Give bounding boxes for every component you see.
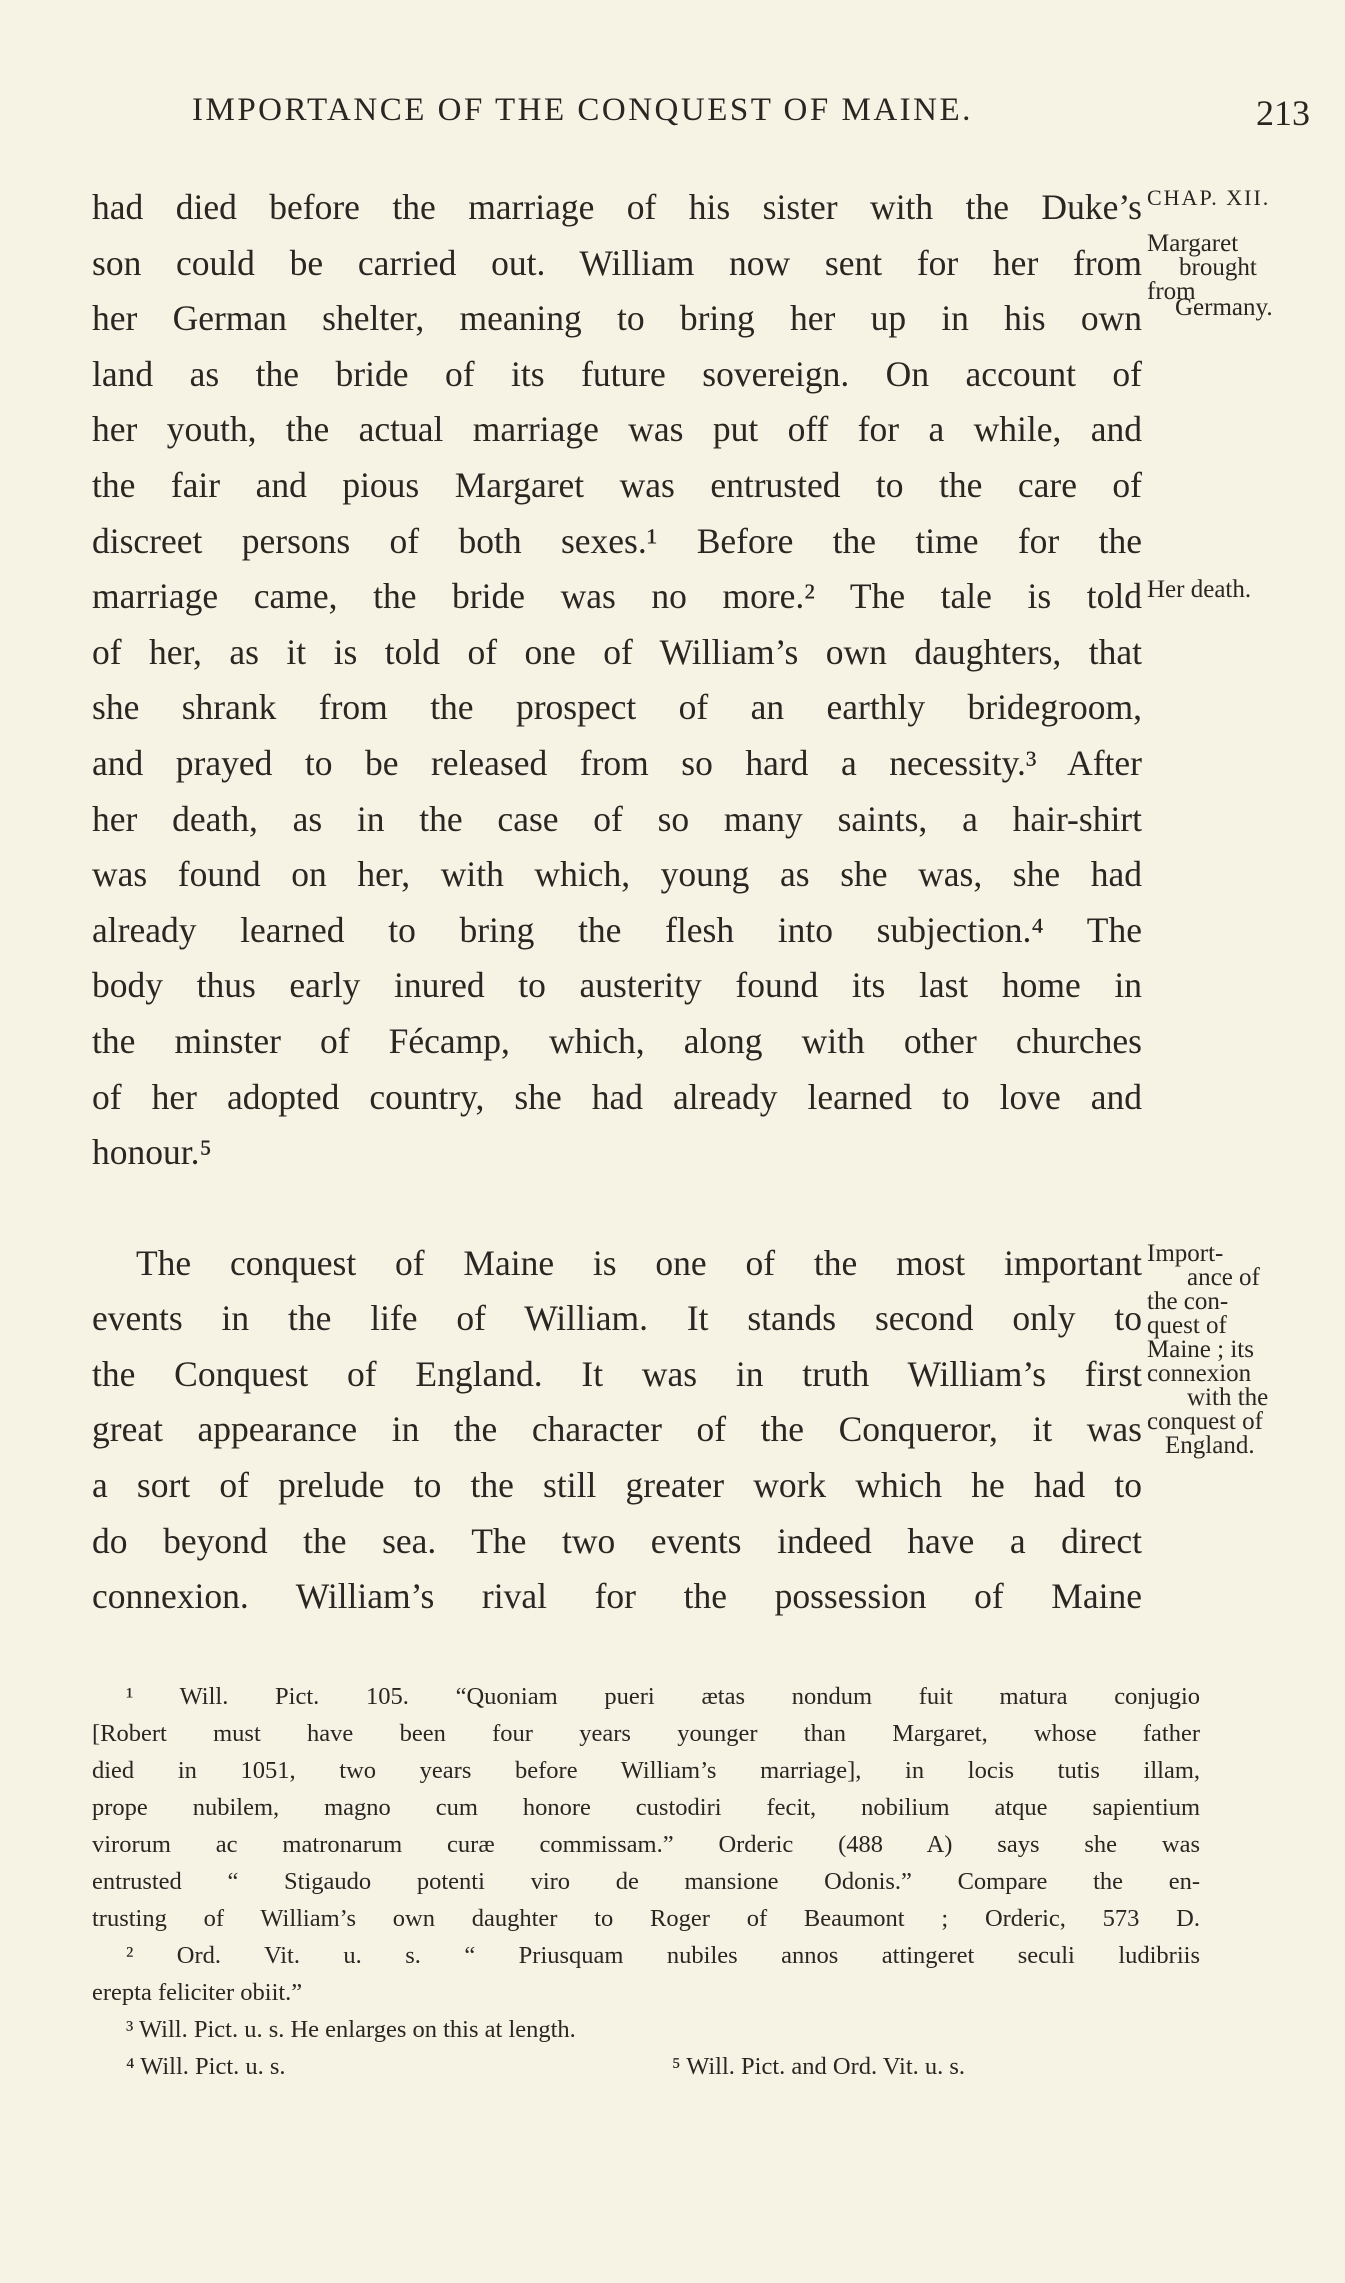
footnote-line: ³ Will. Pict. u. s. He enlarges on this at length.	[126, 2016, 576, 2043]
text-line: land as the bride of its future sovereign. On account of	[92, 353, 1142, 394]
footnote-line: entrusted “ Stigaudo potenti viro de mansione Odonis.” Compare the en-	[92, 1868, 1200, 1895]
text-line: marriage came, the bride was no more.² The tale is told	[92, 576, 1142, 617]
text-line: discreet persons of both sexes.¹ Before the time for the	[92, 520, 1142, 561]
text-line: the fair and pious Margaret was entrusted to the care of	[92, 464, 1142, 505]
margin-line: Maine ; its	[1147, 1336, 1254, 1363]
footnote-line: erepta feliciter obiit.”	[92, 1979, 303, 2006]
margin-note-death: Her death.	[1147, 576, 1252, 603]
footnote-line: ¹ Will. Pict. 105. “Quoniam pueri ætas nondum fuit matura conjugio	[126, 1683, 1200, 1710]
paragraph-1	[92, 180, 1142, 1181]
text-line: the minster of Fécamp, which, along with other churches	[92, 1020, 1142, 1061]
text-line: great appearance in the character of the Conqueror, it was	[92, 1409, 1142, 1450]
text-line: her German shelter, meaning to bring her up in his own	[92, 298, 1142, 339]
margin-line: connexion	[1147, 1360, 1252, 1387]
text-line: and prayed to be released from so hard a necessity.³ After	[92, 742, 1142, 783]
margin-line: with the	[1187, 1384, 1269, 1411]
footnote-line: prope nubilem, magno cum honore custodiri fecit, nobilium atque sapientium	[92, 1794, 1200, 1821]
main-text	[92, 180, 1142, 1625]
margin-line: England.	[1165, 1432, 1255, 1459]
text-line: the Conquest of England. It was in truth William’s first	[92, 1353, 1142, 1394]
text-line: had died before the marriage of his sister with the Duke’s	[92, 187, 1142, 227]
margin-line: brought	[1179, 254, 1257, 281]
text-line: son could be carried out. William now sent for her from	[92, 242, 1142, 283]
text-line: of her adopted country, she had already learned to love and	[92, 1076, 1142, 1117]
running-header	[92, 92, 1310, 142]
margin-line: ance of	[1187, 1264, 1260, 1291]
margin-line: from	[1147, 278, 1196, 305]
footnote-line: ² Ord. Vit. u. s. “ Priusquam nubiles annos attingeret seculi ludibriis	[126, 1942, 1200, 1969]
text-line: The conquest of Maine is one of the most important	[136, 1242, 1142, 1283]
text-line: of her, as it is told of one of William’s own daughters, that	[92, 631, 1142, 672]
margin-line: the con-	[1147, 1288, 1229, 1315]
footnote-line: trusting of William’s own daughter to Roger of Beaumont ; Orderic, 573 D.	[92, 1905, 1200, 1932]
footnote-line: [Robert must have been four years younger than Margaret, whose father	[92, 1720, 1200, 1747]
margin-line: Germany.	[1175, 294, 1273, 321]
page-number: 213	[1256, 93, 1310, 133]
text-line: her death, as in the case of so many saints, a hair-shirt	[92, 798, 1142, 839]
text-line: her youth, the actual marriage was put off for a while, and	[92, 409, 1142, 450]
text-line: honour.⁵	[92, 1132, 212, 1173]
text-line: she shrank from the prospect of an earthly bridegroom,	[92, 687, 1142, 728]
footnote-4: ⁴ Will. Pict. u. s.	[126, 2053, 286, 2080]
margin-line: Import-	[1147, 1240, 1224, 1267]
running-title: IMPORTANCE OF THE CONQUEST OF MAINE.	[192, 92, 973, 128]
margin-line: Margaret	[1147, 230, 1239, 257]
footnote-line: died in 1051, two years before William’s marriage], in locis tutis illam,	[92, 1757, 1200, 1784]
text-line: a sort of prelude to the still greater work which he had to	[92, 1465, 1142, 1506]
text-line: events in the life of William. It stands second only to	[92, 1298, 1142, 1339]
paragraph-gap	[92, 1181, 1142, 1236]
text-line: do beyond the sea. The two events indeed have a direct	[92, 1520, 1142, 1561]
footnote-5: ⁵ Will. Pict. and Ord. Vit. u. s.	[672, 2053, 966, 2080]
margin-note-importance	[1147, 1242, 1345, 1458]
text-line: already learned to bring the flesh into subjection.⁴ The	[92, 909, 1142, 950]
margin-line: quest of	[1147, 1312, 1227, 1339]
text-line: body thus early inured to austerity found its last home in	[92, 965, 1142, 1006]
margin-chapter: CHAP. XII.	[1147, 185, 1271, 210]
paragraph-2	[92, 1236, 1142, 1625]
text-line: was found on her, with which, young as she was, she had	[92, 854, 1142, 895]
footnote-line: virorum ac matronarum curæ commissam.” Orderic (488 A) says she was	[92, 1831, 1200, 1858]
text-line: connexion. William’s rival for the possession of Maine	[92, 1576, 1142, 1617]
margin-note-margaret	[1147, 232, 1345, 320]
margin-line: conquest of	[1147, 1408, 1263, 1435]
footnote-line	[92, 2048, 1200, 2085]
footnotes	[92, 1678, 1200, 2085]
